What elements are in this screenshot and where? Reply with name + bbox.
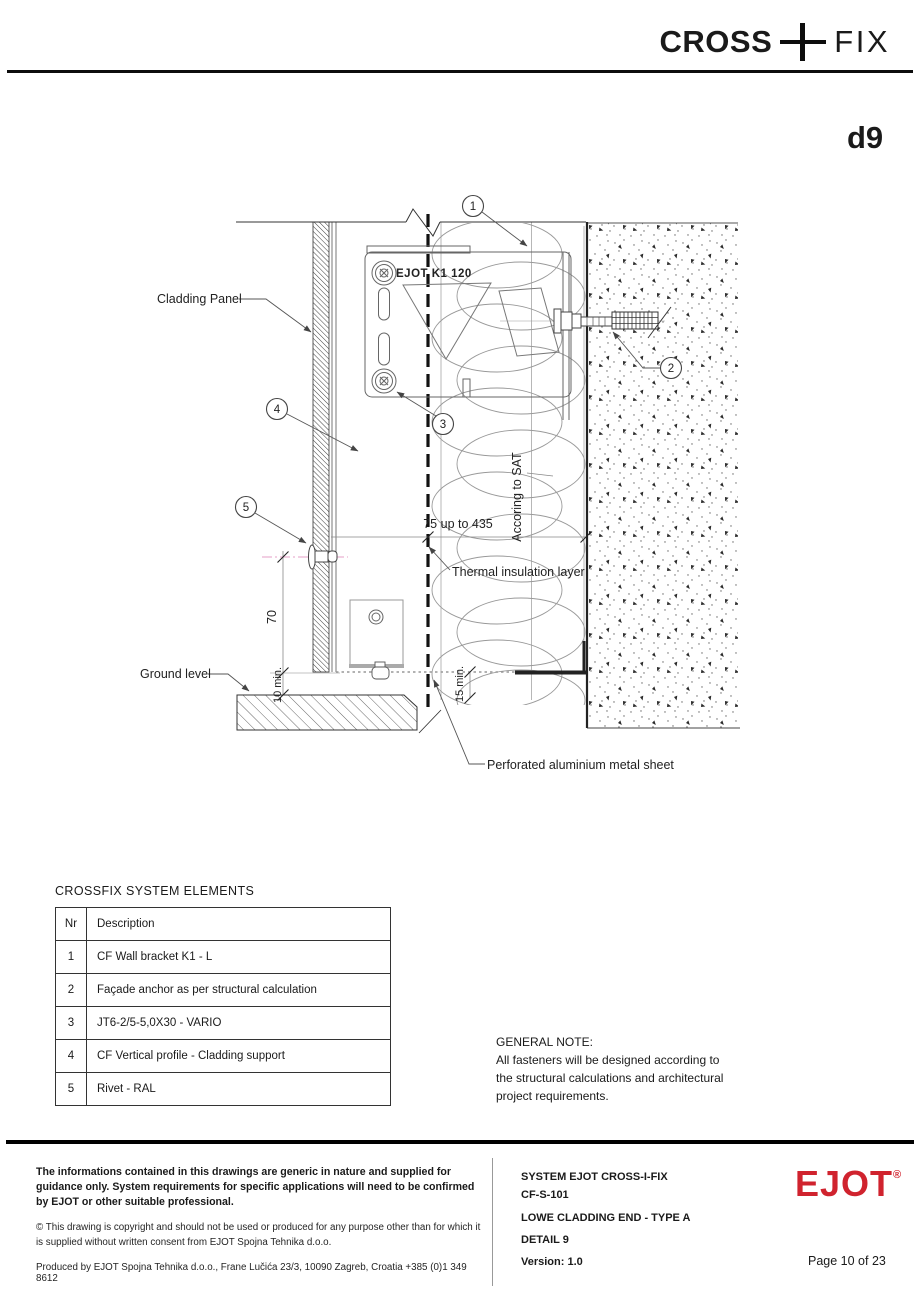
row-nr: 5 bbox=[56, 1073, 87, 1106]
footer-legal bbox=[36, 1165, 483, 1284]
row-nr: 1 bbox=[56, 941, 87, 974]
top-boundary bbox=[236, 209, 586, 236]
general-note bbox=[496, 1033, 776, 1105]
ejot-logo bbox=[795, 1163, 902, 1205]
registered-mark-icon: ® bbox=[893, 1169, 903, 1181]
callout-5 bbox=[236, 497, 307, 544]
logo-cross-text: CROSS bbox=[659, 24, 773, 59]
general-note-title: GENERAL NOTE: bbox=[496, 1035, 593, 1049]
version-label: Version: 1.0 bbox=[521, 1256, 583, 1268]
thermal-insulation-label: Thermal insulation layer bbox=[452, 565, 585, 579]
technical-drawing bbox=[0, 180, 920, 795]
footer-title-block bbox=[521, 1171, 690, 1269]
crossfix-logo bbox=[660, 22, 890, 62]
row-nr: 3 bbox=[56, 1007, 87, 1040]
footer-copyright-text: This drawing is copyright and should not be used or produced for any purpose other than for which it is supplied without written consent from EJOT Spojna Tehnika d.o.o. bbox=[36, 1222, 481, 1248]
system-elements-section bbox=[55, 884, 391, 1106]
footer-produced-by: Produced by EJOT Spojna Tehnika d.o.o., Frane Lučića 23/3, 10090 Zagreb, Croatia +385 (0)1 349 8612 bbox=[36, 1262, 467, 1284]
panel-rivet bbox=[262, 545, 348, 569]
row-nr: 4 bbox=[56, 1040, 87, 1073]
row-description: CF Wall bracket K1 - L bbox=[87, 941, 391, 974]
svg-text:4: 4 bbox=[273, 404, 281, 416]
table-header-row bbox=[56, 908, 391, 941]
footer-disclaimer: The informations contained in this drawings are generic in nature and supplied for guidance only. System requirements for specific applications will need to be confirmed by EJOT or other suitable professional. bbox=[36, 1166, 475, 1208]
row-description: JT6-2/5-5,0X30 - VARIO bbox=[87, 1007, 391, 1040]
concrete-wall bbox=[584, 222, 740, 728]
callout-1 bbox=[463, 196, 528, 247]
elements-table bbox=[55, 907, 391, 1106]
copyright-icon: © bbox=[36, 1222, 44, 1233]
callout-3 bbox=[397, 392, 454, 435]
thermal-insulation-hatch bbox=[432, 220, 585, 730]
table-row bbox=[56, 1007, 391, 1040]
page-number: Page 10 of 23 bbox=[808, 1254, 886, 1268]
general-note-line: All fasteners will be designed according to bbox=[496, 1053, 720, 1067]
col-header-nr: Nr bbox=[56, 908, 87, 941]
elements-table-title: CROSSFIX SYSTEM ELEMENTS bbox=[55, 884, 255, 898]
drawing-title: LOWE CLADDING END - TYPE A bbox=[521, 1212, 691, 1224]
svg-text:3: 3 bbox=[439, 419, 447, 431]
callout-4 bbox=[267, 399, 359, 452]
cladding-panel-section bbox=[313, 222, 336, 672]
according-sat-label: Accoring to SAT bbox=[510, 452, 524, 542]
footer-copyright bbox=[36, 1221, 483, 1250]
ground-level-label: Ground level bbox=[140, 667, 211, 681]
dim-range-label: 75 up to 435 bbox=[423, 517, 493, 531]
system-name: SYSTEM EJOT CROSS-I-FIX bbox=[521, 1171, 668, 1183]
svg-text:1: 1 bbox=[469, 201, 477, 213]
table-row bbox=[56, 974, 391, 1007]
leaders bbox=[208, 299, 485, 764]
table-row bbox=[56, 1040, 391, 1073]
system-code: CF-S-101 bbox=[521, 1189, 569, 1201]
header-divider bbox=[7, 70, 913, 73]
detail-number: DETAIL 9 bbox=[521, 1234, 569, 1246]
row-description: CF Vertical profile - Cladding support bbox=[87, 1040, 391, 1073]
dim-70-label: 70 bbox=[265, 610, 279, 624]
footer-divider-bar bbox=[6, 1140, 914, 1144]
table-row bbox=[56, 941, 391, 974]
bracket-mark-label: EJOT K1 120 bbox=[396, 268, 472, 280]
table-row bbox=[56, 1073, 391, 1106]
crossfix-cross-icon bbox=[780, 22, 826, 62]
dim-10min-label: 10 min. bbox=[272, 666, 284, 704]
general-note-line: the structural calculations and architectural bbox=[496, 1071, 724, 1085]
svg-text:5: 5 bbox=[242, 502, 250, 514]
svg-text:2: 2 bbox=[667, 363, 675, 375]
ejot-logo-text: EJOT bbox=[795, 1163, 894, 1204]
logo-fix-text: FIX bbox=[834, 24, 890, 59]
footer-vertical-divider bbox=[492, 1158, 493, 1286]
dim-15min-label: 15 min. bbox=[454, 665, 466, 703]
perforated-sheet-line bbox=[419, 214, 441, 733]
row-nr: 2 bbox=[56, 974, 87, 1007]
cladding-panel-label: Cladding Panel bbox=[157, 292, 242, 306]
perforated-sheet-label: Perforated aluminium metal sheet bbox=[487, 758, 674, 772]
row-description: Rivet - RAL bbox=[87, 1073, 391, 1106]
ground-section bbox=[237, 695, 417, 730]
general-note-line: project requirements. bbox=[496, 1089, 609, 1103]
detail-code: d9 bbox=[847, 120, 884, 155]
row-description: Façade anchor as per structural calculation bbox=[87, 974, 391, 1007]
col-header-description: Description bbox=[87, 908, 391, 941]
